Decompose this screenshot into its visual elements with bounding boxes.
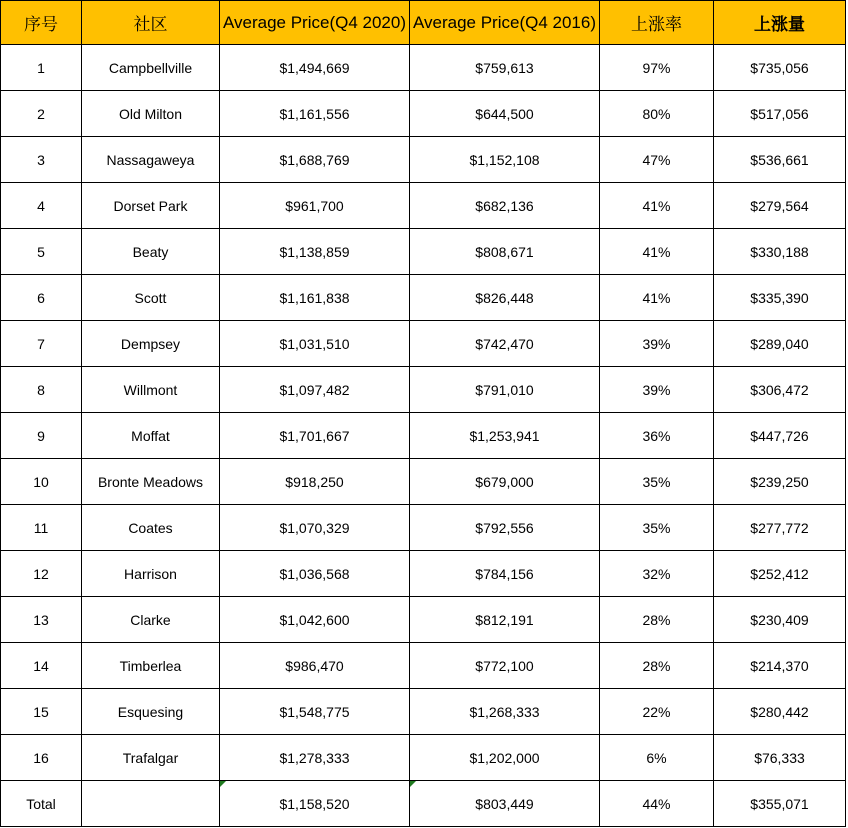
total-cell-increase-rate[interactable]: 44% [600,781,714,827]
table-row [1,321,846,367]
cell-index[interactable]: 12 [1,551,82,597]
cell-community[interactable]: Willmont [82,367,220,413]
cell-increase-amount[interactable]: $76,333 [714,735,846,781]
cell-price-2016[interactable]: $772,100 [410,643,600,689]
cell-price-2020[interactable]: $1,036,568 [220,551,410,597]
cell-increase-rate[interactable]: 6% [600,735,714,781]
cell-increase-amount[interactable]: $280,442 [714,689,846,735]
table-row [1,137,846,183]
cell-price-2020[interactable]: $1,042,600 [220,597,410,643]
cell-price-2016[interactable]: $759,613 [410,45,600,91]
cell-increase-rate[interactable]: 39% [600,321,714,367]
cell-index[interactable]: 2 [1,91,82,137]
cell-price-2016[interactable]: $812,191 [410,597,600,643]
table-row [1,505,846,551]
cell-increase-rate[interactable]: 36% [600,413,714,459]
cell-increase-amount[interactable]: $447,726 [714,413,846,459]
cell-increase-amount[interactable]: $239,250 [714,459,846,505]
cell-price-2020[interactable]: $986,470 [220,643,410,689]
cell-increase-rate[interactable]: 80% [600,91,714,137]
cell-price-2020[interactable]: $1,548,775 [220,689,410,735]
cell-price-2020[interactable]: $1,688,769 [220,137,410,183]
cell-price-2016[interactable]: $784,156 [410,551,600,597]
table-row [1,689,846,735]
cell-increase-rate[interactable]: 41% [600,275,714,321]
cell-community[interactable]: Nassagaweya [82,137,220,183]
header-row [1,1,846,45]
cell-index[interactable]: 5 [1,229,82,275]
cell-increase-rate[interactable]: 97% [600,45,714,91]
cell-increase-amount[interactable]: $279,564 [714,183,846,229]
cell-community[interactable]: Scott [82,275,220,321]
table-row [1,413,846,459]
table-row [1,459,846,505]
cell-increase-amount[interactable]: $289,040 [714,321,846,367]
cell-increase-amount[interactable]: $335,390 [714,275,846,321]
cell-price-2016[interactable]: $792,556 [410,505,600,551]
cell-price-2016[interactable]: $791,010 [410,367,600,413]
cell-increase-amount[interactable]: $735,056 [714,45,846,91]
cell-increase-rate[interactable]: 41% [600,183,714,229]
table-row [1,45,846,91]
cell-price-2016[interactable]: $1,152,108 [410,137,600,183]
cell-index[interactable]: 10 [1,459,82,505]
table-row [1,367,846,413]
cell-price-2016[interactable]: $682,136 [410,183,600,229]
cell-price-2020[interactable]: $961,700 [220,183,410,229]
cell-community[interactable]: Campbellville [82,45,220,91]
total-cell-community[interactable] [82,781,220,827]
cell-index[interactable]: 7 [1,321,82,367]
cell-price-2016[interactable]: $1,202,000 [410,735,600,781]
cell-increase-amount[interactable]: $230,409 [714,597,846,643]
cell-price-2020[interactable]: $918,250 [220,459,410,505]
cell-increase-amount[interactable]: $330,188 [714,229,846,275]
cell-price-2020[interactable]: $1,070,329 [220,505,410,551]
table-row [1,551,846,597]
cell-community[interactable]: Trafalgar [82,735,220,781]
cell-price-2016[interactable]: $644,500 [410,91,600,137]
header-community[interactable]: 社区 [82,1,220,45]
cell-community[interactable]: Dempsey [82,321,220,367]
cell-price-2016[interactable]: $679,000 [410,459,600,505]
cell-community[interactable]: Coates [82,505,220,551]
cell-community[interactable]: Clarke [82,597,220,643]
cell-price-2020[interactable]: $1,701,667 [220,413,410,459]
cell-increase-rate[interactable]: 47% [600,137,714,183]
cell-increase-amount[interactable]: $277,772 [714,505,846,551]
header-price-2016[interactable]: Average Price(Q4 2016) [410,1,600,45]
cell-community[interactable]: Esquesing [82,689,220,735]
cell-price-2020[interactable]: $1,031,510 [220,321,410,367]
cell-community[interactable]: Timberlea [82,643,220,689]
cell-price-2016[interactable]: $742,470 [410,321,600,367]
cell-community[interactable]: Harrison [82,551,220,597]
header-increase-rate[interactable]: 上涨率 [600,1,714,45]
cell-community[interactable]: Beaty [82,229,220,275]
total-cell-increase-amount[interactable]: $355,071 [714,781,846,827]
table-row [1,597,846,643]
cell-price-2016[interactable]: $826,448 [410,275,600,321]
cell-price-2016[interactable]: $1,268,333 [410,689,600,735]
header-price-2020[interactable]: Average Price(Q4 2020) [220,1,410,45]
cell-increase-rate[interactable]: 22% [600,689,714,735]
cell-index[interactable]: 4 [1,183,82,229]
table-row [1,735,846,781]
cell-increase-amount[interactable]: $517,056 [714,91,846,137]
cell-price-2020[interactable]: $1,161,556 [220,91,410,137]
cell-increase-rate[interactable]: 35% [600,505,714,551]
cell-index[interactable]: 16 [1,735,82,781]
cell-price-2020[interactable]: $1,278,333 [220,735,410,781]
cell-price-2016[interactable]: $808,671 [410,229,600,275]
total-cell-index[interactable]: Total [1,781,82,827]
table-row [1,643,846,689]
cell-increase-amount[interactable]: $214,370 [714,643,846,689]
header-index[interactable]: 序号 [1,1,82,45]
total-cell-price-2020[interactable]: $1,158,520 [220,781,410,827]
cell-index[interactable]: 9 [1,413,82,459]
cell-index[interactable]: 15 [1,689,82,735]
cell-index[interactable]: 13 [1,597,82,643]
cell-index[interactable]: 14 [1,643,82,689]
cell-increase-rate[interactable]: 32% [600,551,714,597]
cell-index[interactable]: 8 [1,367,82,413]
header-increase-amount[interactable]: 上涨量 [714,1,846,45]
cell-price-2020[interactable]: $1,494,669 [220,45,410,91]
cell-increase-rate[interactable]: 39% [600,367,714,413]
cell-increase-rate[interactable]: 41% [600,229,714,275]
table-row [1,229,846,275]
cell-increase-rate[interactable]: 28% [600,597,714,643]
cell-community[interactable]: Dorset Park [82,183,220,229]
table-row [1,91,846,137]
cell-index[interactable]: 11 [1,505,82,551]
table-row [1,183,846,229]
cell-index[interactable]: 3 [1,137,82,183]
cell-index[interactable]: 1 [1,45,82,91]
cell-price-2020[interactable]: $1,161,838 [220,275,410,321]
total-cell-price-2016[interactable]: $803,449 [410,781,600,827]
cell-increase-rate[interactable]: 28% [600,643,714,689]
table-row [1,275,846,321]
cell-increase-amount[interactable]: $536,661 [714,137,846,183]
cell-community[interactable]: Moffat [82,413,220,459]
cell-price-2020[interactable]: $1,097,482 [220,367,410,413]
cell-index[interactable]: 6 [1,275,82,321]
cell-price-2016[interactable]: $1,253,941 [410,413,600,459]
cell-increase-amount[interactable]: $252,412 [714,551,846,597]
cell-price-2020[interactable]: $1,138,859 [220,229,410,275]
cell-increase-amount[interactable]: $306,472 [714,367,846,413]
cell-community[interactable]: Bronte Meadows [82,459,220,505]
total-row [1,781,846,827]
cell-increase-rate[interactable]: 35% [600,459,714,505]
cell-community[interactable]: Old Milton [82,91,220,137]
